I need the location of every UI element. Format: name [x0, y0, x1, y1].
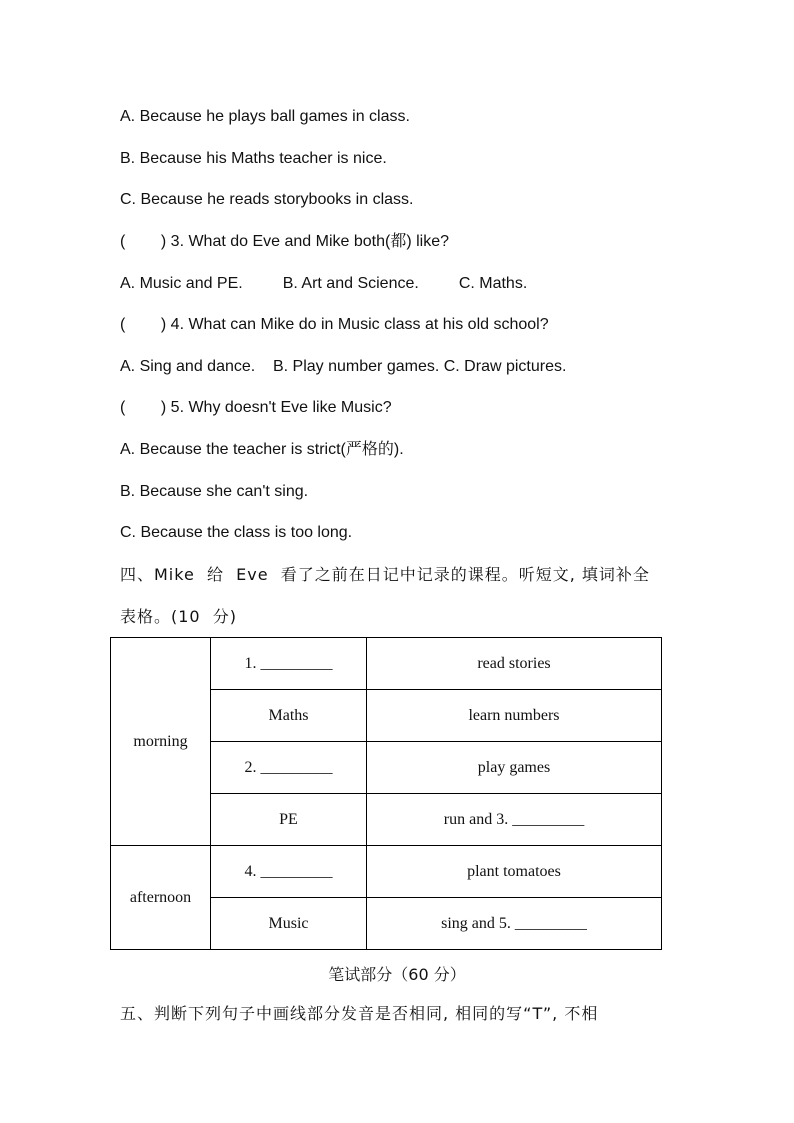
- table-row: [111, 846, 662, 898]
- subject-cell: Music: [211, 898, 367, 950]
- subject-cell: PE: [211, 794, 367, 846]
- activity-cell: read stories: [367, 638, 662, 690]
- activity-cell: play games: [367, 742, 662, 794]
- morning-cell: morning: [111, 638, 211, 846]
- schedule-table: [110, 637, 662, 950]
- activity-cell: plant tomatoes: [367, 846, 662, 898]
- question3-options: A. Music and PE. B. Art and Science. C. Maths.: [120, 275, 528, 292]
- question5-option-c: C. Because the class is too long.: [120, 524, 353, 541]
- question2-option-c: C. Because he reads storybooks in class.: [120, 191, 414, 208]
- question3-stem: ( ) 3. What do Eve and Mike both(都) like?: [120, 233, 450, 250]
- subject-cell: Maths: [211, 690, 367, 742]
- section4-heading-line2: 表格。(10 分): [120, 607, 238, 626]
- section5-heading: 五、判断下列句子中画线部分发音是否相同, 相同的写“T”, 不相: [120, 1004, 599, 1023]
- activity-cell: sing and 5. _________: [367, 898, 662, 950]
- subject-cell: 4. _________: [211, 846, 367, 898]
- question4-stem: ( ) 4. What can Mike do in Music class at his old school?: [120, 316, 549, 333]
- question5-option-b: B. Because she can't sing.: [120, 483, 309, 500]
- table-row: [111, 638, 662, 690]
- subject-cell: 1. _________: [211, 638, 367, 690]
- question2-option-a: A. Because he plays ball games in class.: [120, 108, 410, 125]
- question5-option-a: A. Because the teacher is strict(严格的).: [120, 441, 404, 458]
- question2-option-b: B. Because his Maths teacher is nice.: [120, 150, 387, 167]
- activity-cell: run and 3. _________: [367, 794, 662, 846]
- question4-options: A. Sing and dance. B. Play number games. C. Draw pictures.: [120, 358, 567, 375]
- activity-cell: learn numbers: [367, 690, 662, 742]
- section4-heading-line1: 四、Mike 给 Eve 看了之前在日记中记录的课程。听短文, 填词补全: [120, 565, 650, 584]
- afternoon-cell: afternoon: [111, 846, 211, 950]
- subject-cell: 2. _________: [211, 742, 367, 794]
- written-part-title: 笔试部分（60 分）: [328, 965, 466, 984]
- question5-stem: ( ) 5. Why doesn't Eve like Music?: [120, 399, 392, 416]
